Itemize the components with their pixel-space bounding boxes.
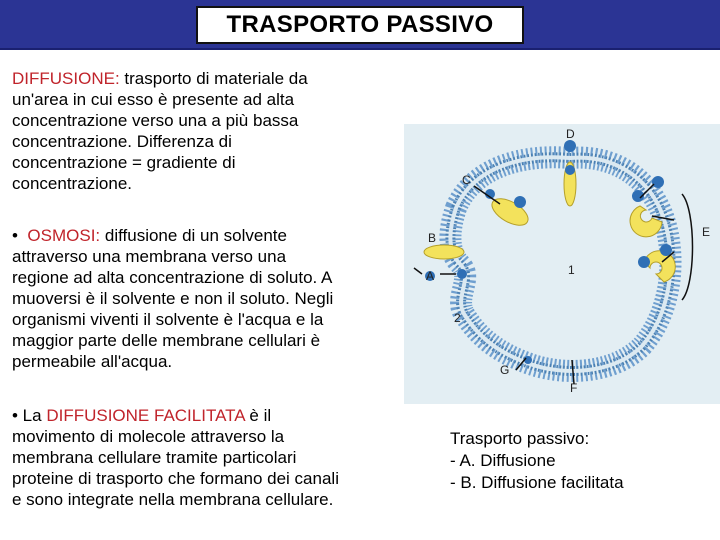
membrane-illustration (404, 124, 720, 404)
osmosis-term: OSMOSI: (27, 226, 101, 245)
paragraph-line: concentrazione. Differenza di (12, 132, 232, 151)
label-a: A (426, 269, 435, 283)
paragraph-line: e sono integrate nella membrana cellulare. (12, 490, 334, 509)
paragraph-line: trasporto di materiale da (124, 69, 308, 88)
paragraph-line: concentrazione. (12, 174, 133, 193)
caption-line: - A. Diffusione (450, 451, 556, 470)
paragraph-line: un'area in cui esso è presente ad alta (12, 90, 295, 109)
label-2: 2 (454, 311, 461, 325)
title-bar (0, 0, 720, 50)
label-d: D (566, 127, 575, 141)
label-b: B (428, 231, 437, 245)
facilitated-diffusion-term: DIFFUSIONE FACILITATA (46, 406, 245, 425)
paragraph-line: concentrazione verso una a più bassa (12, 111, 299, 130)
paragraph-line: movimento di molecole attraverso la (12, 427, 285, 446)
paragraph-line: permeabile all'acqua. (12, 352, 173, 371)
label-1: 1 (568, 263, 575, 277)
diagram-caption (450, 428, 624, 494)
caption-line: Trasporto passivo: (450, 429, 590, 448)
membrane-diagram (404, 124, 720, 404)
cell-membrane (450, 157, 670, 371)
page-title: TRASPORTO PASSIVO (226, 11, 494, 38)
label-c: C (462, 173, 471, 187)
osmosis-paragraph (12, 225, 333, 372)
paragraph-line: muoversi è il solvente e non il soluto. Negli (12, 289, 334, 308)
diffusion-term: DIFFUSIONE: (12, 69, 120, 88)
paragraph-line: proteine di trasporto che formano dei canali (12, 469, 339, 488)
caption-line: - B. Diffusione facilitata (450, 473, 624, 492)
paragraph-line: diffusione di un solvente (104, 226, 287, 245)
diffusion-paragraph (12, 68, 308, 194)
facilitated-diffusion-paragraph (12, 405, 339, 510)
paragraph-line: maggior parte delle membrane cellulari è (12, 331, 321, 350)
bullet: • (12, 226, 18, 245)
bullet-prefix: • La (12, 406, 42, 425)
label-f: F (570, 381, 578, 395)
paragraph-line: è il (249, 406, 272, 425)
title-box (196, 6, 524, 44)
label-g: G (500, 363, 510, 377)
paragraph-line: attraverso una membrana verso una (12, 247, 287, 266)
paragraph-line: organismi viventi il solvente è l'acqua e la (12, 310, 324, 329)
paragraph-line: membrana cellulare tramite particolari (12, 448, 297, 467)
paragraph-line: regione ad alta concentrazione di soluto. A (12, 268, 333, 287)
label-e: E (702, 225, 711, 239)
paragraph-line: concentrazione = gradiente di (12, 153, 236, 172)
